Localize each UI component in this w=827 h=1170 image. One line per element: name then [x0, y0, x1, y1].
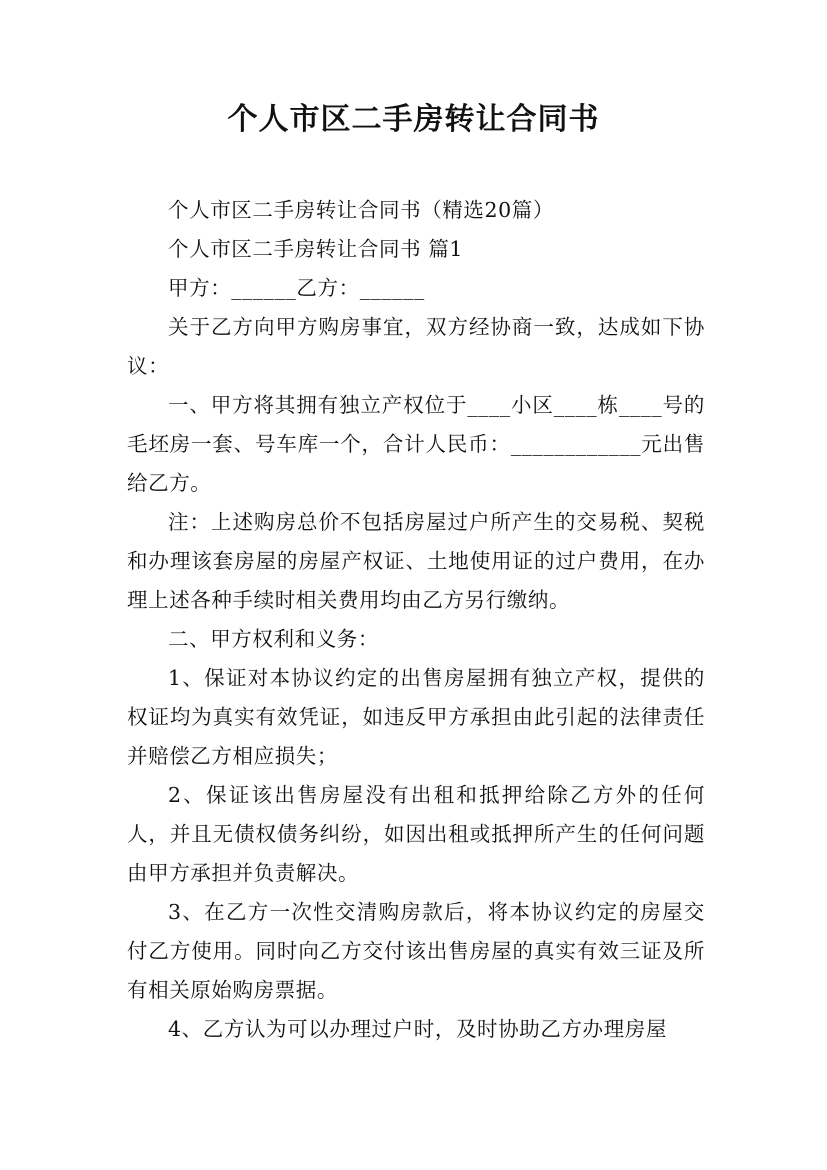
document-title: 个人市区二手房转让合同书: [227, 102, 600, 137]
paragraph-item-2: 2、保证该出售房屋没有出租和抵押给除乙方外的任何人，并且无债权债务纠纷，如因出租或抵押所产生的任何问题由甲方承担并负责解决。: [127, 783, 705, 885]
paragraph-clause-2-heading: 二、甲方权利和义务：: [168, 627, 379, 651]
paragraph-parties: 甲方：______乙方：______: [168, 276, 425, 300]
paragraph-item-4: 4、乙方认为可以办理过户时，及时协助乙方办理房屋: [168, 1017, 667, 1041]
paragraph-note: 注：上述购房总价不包括房屋过户所产生的交易税、契税和办理该套房屋的房屋产权证、土地使用证的过户费用，在办理上述各种手续时相关费用均由乙方另行缴纳。: [127, 510, 705, 612]
paragraph-clause-1: 一、甲方将其拥有独立产权位于____小区____栋____号的毛坯房一套、号车库一个，合计人民币：____________元出售给乙方。: [127, 393, 705, 495]
document-body: [127, 191, 705, 1049]
paragraph-item-3: 3、在乙方一次性交清购房款后，将本协议约定的房屋交付乙方使用。同时向乙方交付该出售房屋的真实有效三证及所有相关原始购房票据。: [127, 900, 705, 1002]
paragraph-preamble: 关于乙方向甲方购房事宜，双方经协商一致，达成如下协议：: [127, 315, 705, 378]
paragraph-item-1: 1、保证对本协议约定的出售房屋拥有独立产权，提供的权证均为真实有效凭证，如违反甲方承担由此引起的法律责任并赔偿乙方相应损失；: [127, 666, 705, 768]
paragraph-section-heading: 个人市区二手房转让合同书 篇1: [168, 237, 464, 261]
paragraph-subtitle: 个人市区二手房转让合同书（精选20篇）: [168, 198, 554, 222]
